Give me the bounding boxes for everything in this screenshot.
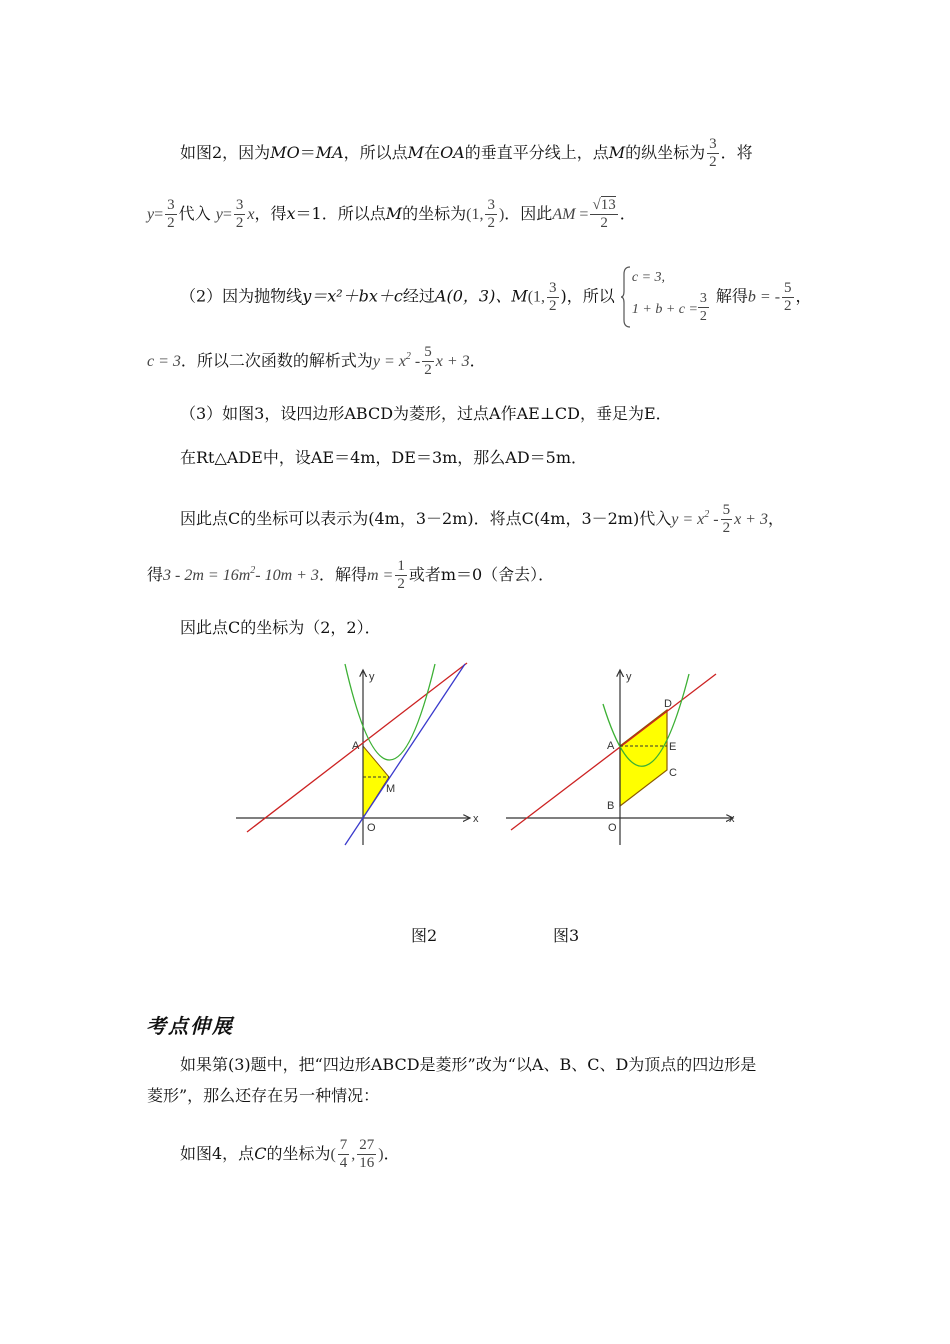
numerator: 3 — [235, 197, 244, 213]
part-3-line-3 — [180, 502, 784, 537]
point-C-label: C — [669, 767, 677, 779]
text: ， — [767, 509, 784, 528]
point-B-label: B — [607, 800, 615, 812]
equation-system — [620, 266, 716, 328]
numerator: 27 — [359, 1137, 375, 1153]
text: （3）如图3，设四边形ABCD为菱形，过点A作AE⊥CD，垂足为E． — [180, 404, 672, 423]
b-value: b = - — [747, 288, 781, 306]
var-MO: MO — [270, 143, 300, 162]
text: （2）因为抛物线 — [180, 286, 303, 306]
text: ．因此 — [504, 204, 553, 223]
fraction — [547, 280, 559, 315]
text: 解得 — [715, 286, 748, 306]
text: 代入 — [178, 204, 211, 223]
coord-open: (1, — [466, 206, 484, 223]
text: ＝1．所以点 — [295, 204, 386, 223]
text: 如果第(3)题中，把“四边形ABCD是菱形”改为“以A、B、C、D为顶点的四边形是 — [180, 1055, 757, 1074]
denominator: 2 — [722, 520, 731, 536]
denominator: 4 — [339, 1155, 348, 1171]
part-3-line-4 — [147, 558, 554, 593]
numerator: 3 — [487, 197, 495, 213]
var-OA: OA — [440, 143, 465, 162]
var-x: x — [247, 206, 255, 223]
equals: = — [579, 206, 589, 223]
part-2-line-1 — [180, 266, 812, 328]
minus: - — [414, 353, 421, 370]
fraction — [357, 1137, 376, 1172]
text: ．将 — [720, 143, 753, 162]
extension-line-1 — [180, 1055, 756, 1075]
figure-3-caption: 图3 — [553, 926, 580, 945]
expr: x + 3 — [435, 353, 470, 370]
x-label: x — [729, 813, 735, 825]
point-A-label: A — [352, 740, 360, 752]
point-M-label: M — [386, 783, 396, 795]
fraction-sqrt — [590, 197, 617, 232]
minus: - — [713, 511, 719, 528]
var-AM: AM — [552, 206, 576, 223]
expr: y = x — [372, 353, 406, 370]
coord-close: ) — [498, 206, 505, 223]
text: m＝0（舍去）． — [440, 565, 555, 584]
points: A(0，3)、M — [434, 286, 528, 306]
expr: y = x — [671, 511, 705, 528]
part-2-line-2 — [147, 344, 486, 379]
text: ．所以二次函数的解析式为 — [180, 351, 373, 370]
fraction — [165, 197, 177, 232]
section-heading: 考点伸展 — [146, 1014, 234, 1038]
denominator: 2 — [784, 297, 792, 314]
expr: 3 - 2m = 16m — [163, 567, 251, 584]
point-A-label: A — [607, 740, 615, 752]
var-C: C — [254, 1144, 267, 1163]
figure-3 — [503, 660, 743, 855]
var-M: M — [385, 204, 403, 223]
extension-line-2 — [147, 1086, 379, 1106]
numerator: 5 — [424, 344, 432, 360]
text: 的坐标为 — [402, 204, 467, 223]
numerator: √13 — [592, 197, 616, 213]
numerator: 1 — [397, 558, 405, 574]
system-eq-1: c = 3, — [631, 270, 666, 285]
part-3-line-2 — [180, 448, 587, 468]
numerator: 3 — [167, 197, 175, 213]
coord-open: (1, — [527, 288, 546, 306]
numerator: 3 — [549, 279, 557, 296]
origin-label: O — [367, 822, 376, 834]
denominator: 2 — [709, 154, 717, 170]
c-value: c = 3 — [147, 353, 181, 370]
var-y: y — [147, 206, 155, 223]
exponent: 2 — [250, 565, 256, 576]
text: ．解得 — [318, 565, 367, 584]
numerator: 3 — [709, 136, 717, 152]
brace-icon — [620, 266, 632, 328]
denominator: 2 — [235, 215, 244, 231]
text: ＝ — [299, 143, 316, 162]
expr: - 10m + 3 — [255, 567, 319, 584]
fraction — [782, 280, 794, 315]
exponent: 2 — [704, 509, 710, 520]
equals: = — [222, 206, 232, 223]
var-M: M — [407, 143, 425, 162]
fraction — [485, 197, 497, 232]
denominator: 2 — [699, 309, 707, 324]
figure-2 — [233, 660, 493, 855]
text: ， — [795, 286, 812, 306]
text: ，得 — [254, 204, 287, 223]
text: 因此点C的坐标可以表示为(4m，3－2m)．将点C(4m，3－2m)代入 — [180, 509, 672, 528]
radicand: 13 — [600, 197, 616, 213]
var-y: y — [215, 206, 223, 223]
text: ． — [383, 1144, 400, 1163]
fraction — [338, 1137, 350, 1172]
text: 得 — [147, 565, 164, 584]
equals: = — [154, 206, 164, 223]
y-label: y — [626, 671, 632, 683]
fraction — [422, 344, 434, 379]
fraction — [707, 136, 719, 171]
x-label: x — [473, 813, 479, 825]
fraction — [234, 197, 246, 232]
expr: m = — [366, 567, 394, 584]
denominator: 2 — [549, 297, 557, 314]
denominator: 2 — [424, 362, 432, 378]
denominator: 16 — [359, 1155, 375, 1171]
text: 在Rt△ADE中，设AE＝4m，DE＝3m，那么AD＝5m． — [180, 448, 588, 467]
figure-2-caption: 图2 — [411, 926, 438, 945]
text: 因此点C的坐标为（2，2）． — [180, 618, 381, 637]
part-3-line-1 — [180, 404, 672, 424]
numerator: 5 — [722, 502, 731, 518]
yellow-triangle — [363, 746, 389, 818]
text: 或者 — [408, 565, 441, 584]
text: ． — [469, 351, 486, 370]
numerator: 7 — [339, 1137, 348, 1153]
exponent: 2 — [405, 351, 411, 362]
text: 如图2，因为 — [180, 143, 271, 162]
text: ． — [619, 204, 636, 223]
point-D-label: D — [664, 698, 672, 710]
var-MA: MA — [315, 143, 344, 162]
denominator: 2 — [487, 215, 495, 231]
expr: x + 3 — [734, 511, 768, 528]
fraction — [395, 558, 407, 593]
text: 的坐标为 — [266, 1144, 331, 1163]
denominator: 2 — [397, 576, 405, 592]
origin-label: O — [608, 822, 617, 834]
system-eq-2: 1 + b + c = — [631, 302, 698, 317]
para-1-line-1 — [180, 136, 753, 171]
text: 在 — [424, 143, 441, 162]
numerator: 3 — [699, 291, 707, 306]
var-x: x — [286, 204, 296, 223]
text: 经过 — [402, 286, 435, 306]
denominator: 2 — [600, 215, 608, 231]
denominator: 2 — [167, 215, 175, 231]
parabola-expr: y＝x²＋bx＋c — [302, 286, 403, 306]
text: 菱形”，那么还存在另一种情况： — [147, 1086, 380, 1105]
part-3-line-5 — [180, 618, 381, 638]
text: )，所以 — [560, 286, 615, 306]
text: 的纵坐标为 — [625, 143, 706, 162]
numerator: 5 — [784, 279, 792, 296]
fraction — [721, 502, 733, 537]
y-label: y — [369, 671, 375, 683]
extension-line-3: 如图4，点C的坐标为( $\frac{7}{4}$ , $\frac{27}{16}$ )． — [180, 1137, 400, 1171]
fraction — [698, 290, 709, 325]
text: 的垂直平分线上，点 — [464, 143, 609, 162]
point-E-label: E — [669, 741, 677, 753]
var-M: M — [608, 143, 626, 162]
text: 如图4，点 — [180, 1144, 255, 1163]
para-1-line-2 — [147, 197, 636, 232]
text: ，所以点 — [343, 143, 408, 162]
